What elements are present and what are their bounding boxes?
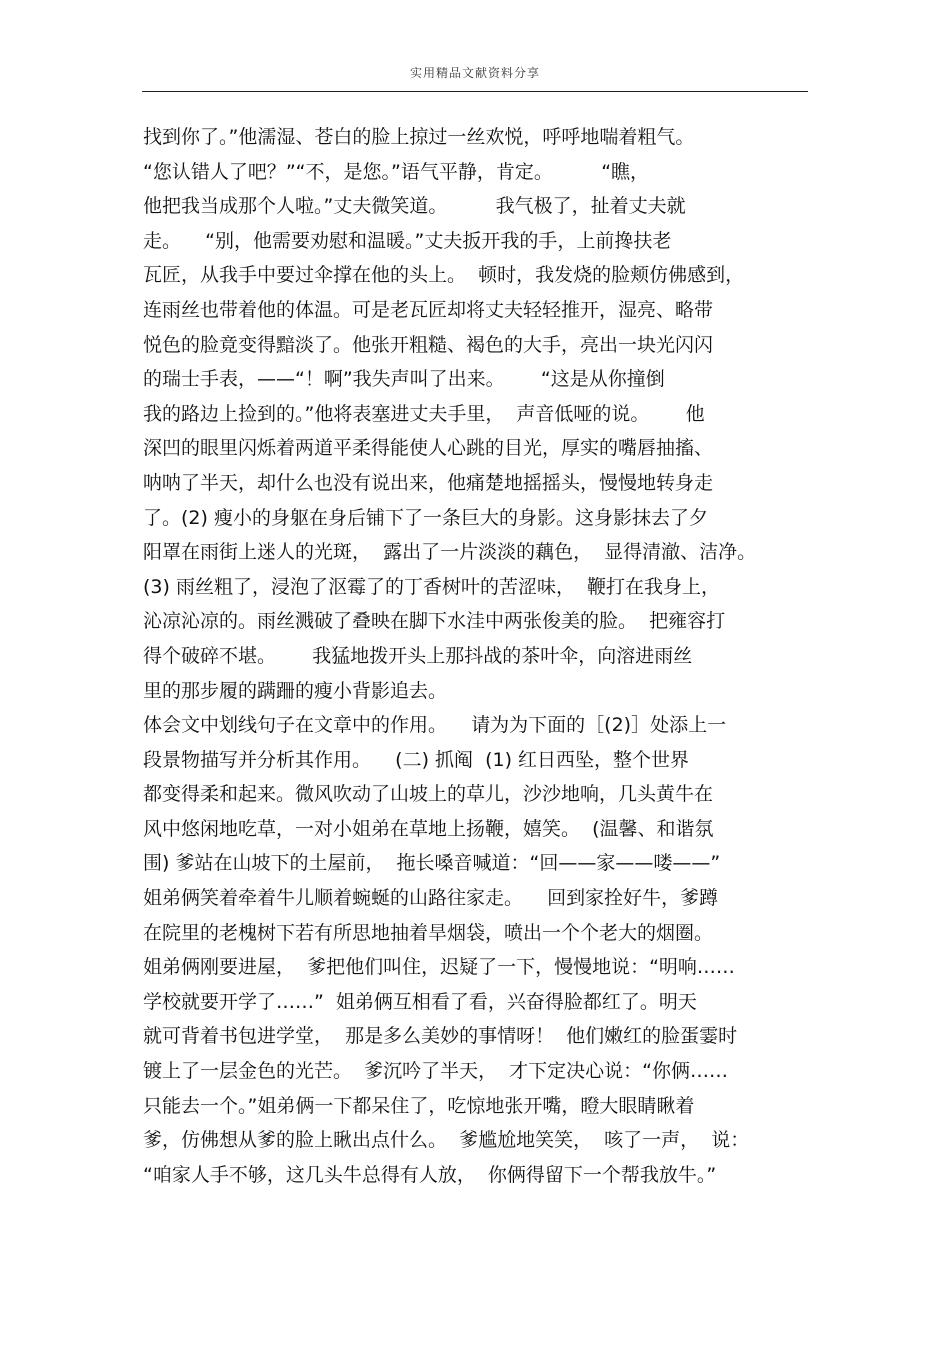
text-line: 呐呐了半天，却什么也没有说出来，他痛楚地摇摇头，慢慢地转身走 (143, 471, 714, 494)
page-header: 实用精品文献资料分享 (409, 66, 540, 80)
text-line: 体会文中划线句子在文章中的作用。 请为为下面的［(2)］处添上一 (143, 714, 727, 737)
text-line: 悦色的脸竟变得黯淡了。他张开粗糙、褐色的大手，亮出一块光闪闪 (143, 333, 714, 356)
text-line: 爹，仿佛想从爹的脸上瞅出点什么。 爹尴尬地笑笑， 咳了一声， 说： (143, 1129, 750, 1152)
text-line: 得个破碎不堪。 我猛地拨开头上那抖战的茶叶伞，向溶进雨丝 (143, 644, 693, 667)
text-line: 就可背着书包进学堂， 那是多么美妙的事情呀！ 他们嫩红的脸蛋霎时 (143, 1025, 738, 1048)
text-line: (3) 雨丝粗了，浸泡了沤霉了的丁香树叶的苦涩味， 鞭打在我身上， (143, 575, 721, 598)
header-rule (142, 91, 808, 92)
text-line: 姐弟俩刚要进屋， 爹把他们叫住，迟疑了一下，慢慢地说：“明响…… (143, 956, 735, 979)
text-line: 在院里的老槐树下若有所思地抽着旱烟袋，喷出一个个老大的烟圈。 (143, 921, 714, 944)
text-line: 瓦匠，从我手中要过伞撑在他的头上。 顿时，我发烧的脸颊仿佛感到， (143, 264, 745, 287)
text-line: 姐弟俩笑着牵着牛儿顺着蜿蜒的山路往家走。 回到家拴好牛，爹蹲 (143, 887, 719, 910)
text-line: 沁凉沁凉的。雨丝溅破了叠映在脚下水洼中两张俊美的脸。 把雍容打 (143, 610, 726, 633)
text-line: 围) 爹站在山坡下的土屋前， 拖长嗓音喊道：“回——家——喽——” (143, 852, 721, 875)
text-line: 了。(2) 瘦小的身躯在身后铺下了一条巨大的身影。这身影抹去了夕 (143, 506, 708, 529)
text-line: 深凹的眼里闪烁着两道平柔得能使人心跳的目光，厚实的嘴唇抽搐、 (143, 437, 714, 460)
text-line: 只能去一个。”姐弟俩一下都呆住了，吃惊地张开嘴，瞪大眼睛瞅着 (143, 1094, 695, 1117)
text-line: 阳罩在雨街上迷人的光斑， 露出了一片淡淡的藕色， 显得清澈、洁净。 (143, 541, 757, 564)
text-line: 里的那步履的蹒跚的瘦小背影追去。 (143, 679, 448, 702)
text-line: 我的路边上捡到的。”他将表塞进丈夫手里， 声音低哑的说。 他 (143, 402, 705, 425)
text-line: 他把我当成那个人啦。”丈夫微笑道。 我气极了，扯着丈夫就 (143, 195, 686, 218)
text-line: 连雨丝也带着他的体温。可是老瓦匠却将丈夫轻轻推开，湿亮、略带 (143, 298, 714, 321)
text-line: 都变得柔和起来。微风吹动了山坡上的草儿，沙沙地响，几头黄牛在 (143, 783, 714, 806)
text-line: 学校就要开学了……” 姐弟俩互相看了看，兴奋得脸都红了。明天 (143, 990, 697, 1013)
document-body (143, 120, 815, 1192)
text-line: 找到你了。”他濡湿、苍白的脸上掠过一丝欢悦，呼呼地喘着粗气。 (143, 126, 695, 148)
text-line: 的瑞士手表，——“！啊”我失声叫了出来。 “这是从你撞倒 (143, 368, 665, 391)
text-line: 镀上了一层金色的光芒。 爹沉吟了半天， 才下定决心说：“你俩…… (143, 1060, 729, 1083)
text-line: 段景物描写并分析其作用。 (二) 抓阄 (1) 红日西坠，整个世界 (143, 748, 690, 771)
text-line: “您认错人了吧？”“不，是您。”语气平静，肯定。 “瞧， (143, 160, 650, 183)
text-line: 风中悠闲地吃草，一对小姐弟在草地上扬鞭，嬉笑。 (温馨、和谐氛 (143, 817, 714, 840)
text-line: “咱家人手不够，这几头牛总得有人放， 你俩得留下一个帮我放牛。” (143, 1163, 717, 1186)
text-line: 走。 “别，他需要劝慰和温暖。”丈夫扳开我的手，上前搀扶老 (143, 229, 672, 252)
